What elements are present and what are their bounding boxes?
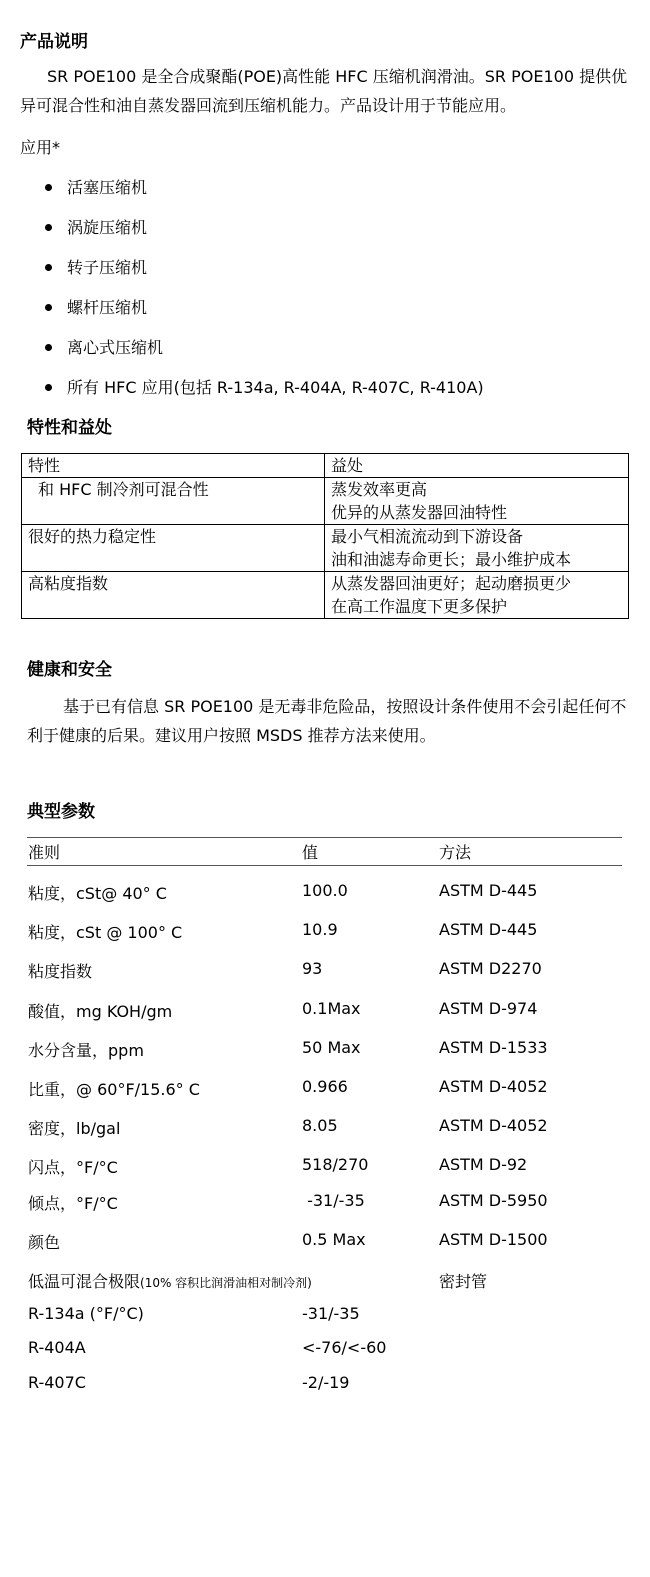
benefit-cell: 最小气相流流动到下游设备 油和油滤寿命更长；最小维护成本 — [325, 525, 629, 572]
section-title-applications: 应用* — [20, 138, 61, 157]
section-title-description: 产品说明 — [20, 32, 88, 52]
criterion-cell: 密度，lb/gal — [28, 1119, 121, 1138]
criterion-cell: 粘度，cSt @ 100° C — [28, 923, 183, 942]
method-cell: ASTM D2270 — [439, 959, 542, 978]
header-value: 值 — [302, 843, 319, 862]
benefit-cell: 蒸发效率更高 优异的从蒸发器回油特性 — [325, 478, 629, 525]
method-cell: ASTM D-1533 — [439, 1038, 548, 1057]
value-cell: 10.9 — [302, 920, 338, 939]
criterion-cell: R-404A — [28, 1338, 86, 1357]
section-title-health-safety: 健康和安全 — [27, 660, 112, 680]
method-cell: ASTM D-445 — [439, 920, 538, 939]
criterion-cell: 粘度，cSt@ 40° C — [28, 884, 167, 903]
method-cell: ASTM D-1500 — [439, 1230, 548, 1249]
method-cell: 密封管 — [439, 1272, 488, 1291]
criterion-cell: 比重，@ 60°F/15.6° C — [28, 1080, 200, 1099]
method-cell: ASTM D-92 — [439, 1155, 528, 1174]
criterion-cell: 粘度指数 — [28, 962, 93, 981]
bullet-icon — [45, 344, 52, 351]
feature-cell: 很好的热力稳定性 — [22, 525, 325, 572]
method-cell: ASTM D-5950 — [439, 1191, 548, 1210]
criterion-cell: 酸值，mg KOH/gm — [28, 1002, 173, 1021]
benefit-cell: 从蒸发器回油更好；起动磨损更少 在高工作温度下更多保护 — [325, 572, 629, 619]
criterion-cell: 倾点，°F/°C — [28, 1194, 118, 1213]
feature-cell: 高粘度指数 — [22, 572, 325, 619]
value-cell: 0.5 Max — [302, 1230, 366, 1249]
miscibility-label: 低温可混合极限(10% 容积比润滑油相对制冷剂) — [28, 1272, 312, 1291]
value-cell: -2/-19 — [302, 1373, 350, 1392]
features-table — [21, 453, 629, 619]
header-cell-feature: 特性 — [22, 454, 325, 478]
bullet-icon — [45, 264, 52, 271]
table-top-rule — [27, 837, 622, 838]
table-row — [22, 525, 629, 572]
header-method: 方法 — [439, 843, 472, 862]
criterion-cell: R-407C — [28, 1373, 86, 1392]
value-cell: -31/-35 — [302, 1191, 365, 1210]
bullet-icon — [45, 304, 52, 311]
table-header-rule — [27, 865, 622, 866]
header-cell-benefit: 益处 — [325, 454, 629, 478]
value-cell: 100.0 — [302, 881, 348, 900]
criterion-cell: 闪点，°F/°C — [28, 1158, 118, 1177]
bullet-icon — [45, 184, 52, 191]
table-header-row — [22, 454, 629, 478]
value-cell: <-76/<-60 — [302, 1338, 387, 1357]
criterion-cell: R-134a (°F/°C) — [28, 1304, 144, 1323]
method-cell: ASTM D-4052 — [439, 1077, 548, 1096]
table-row — [22, 478, 629, 525]
value-cell: 8.05 — [302, 1116, 338, 1135]
value-cell: 0.1Max — [302, 999, 361, 1018]
value-cell: 50 Max — [302, 1038, 361, 1057]
table-row — [22, 572, 629, 619]
value-cell: 0.966 — [302, 1077, 348, 1096]
method-cell: ASTM D-445 — [439, 881, 538, 900]
criterion-cell: 水分含量，ppm — [28, 1041, 144, 1060]
bullet-icon — [45, 384, 52, 391]
feature-cell: 和 HFC 制冷剂可混合性 — [38, 480, 209, 499]
value-cell: 93 — [302, 959, 323, 978]
criterion-cell: 颜色 — [28, 1233, 61, 1252]
header-criterion: 准则 — [28, 843, 61, 862]
health-safety-paragraph: 基于已有信息 SR POE100 是无毒非危险品，按照设计条件使用不会引起任何不利于健康的后果。建议用户按照 MSDS 推荐方法来使用。 — [27, 697, 627, 745]
bullet-icon — [45, 224, 52, 231]
section-title-typical: 典型参数 — [27, 802, 95, 822]
description-paragraph: SR POE100 是全合成聚酯(POE)高性能 HFC 压缩机润滑油。SR POE100 提供优异可混合性和油自蒸发器回流到压缩机能力。产品设计用于节能应用。 — [20, 67, 628, 115]
method-cell: ASTM D-974 — [439, 999, 538, 1018]
miscibility-note: (10% 容积比润滑油相对制冷剂) — [140, 1276, 312, 1290]
section-title-features: 特性和益处 — [27, 418, 112, 438]
value-cell: -31/-35 — [302, 1304, 360, 1323]
method-cell: ASTM D-4052 — [439, 1116, 548, 1135]
value-cell: 518/270 — [302, 1155, 369, 1174]
